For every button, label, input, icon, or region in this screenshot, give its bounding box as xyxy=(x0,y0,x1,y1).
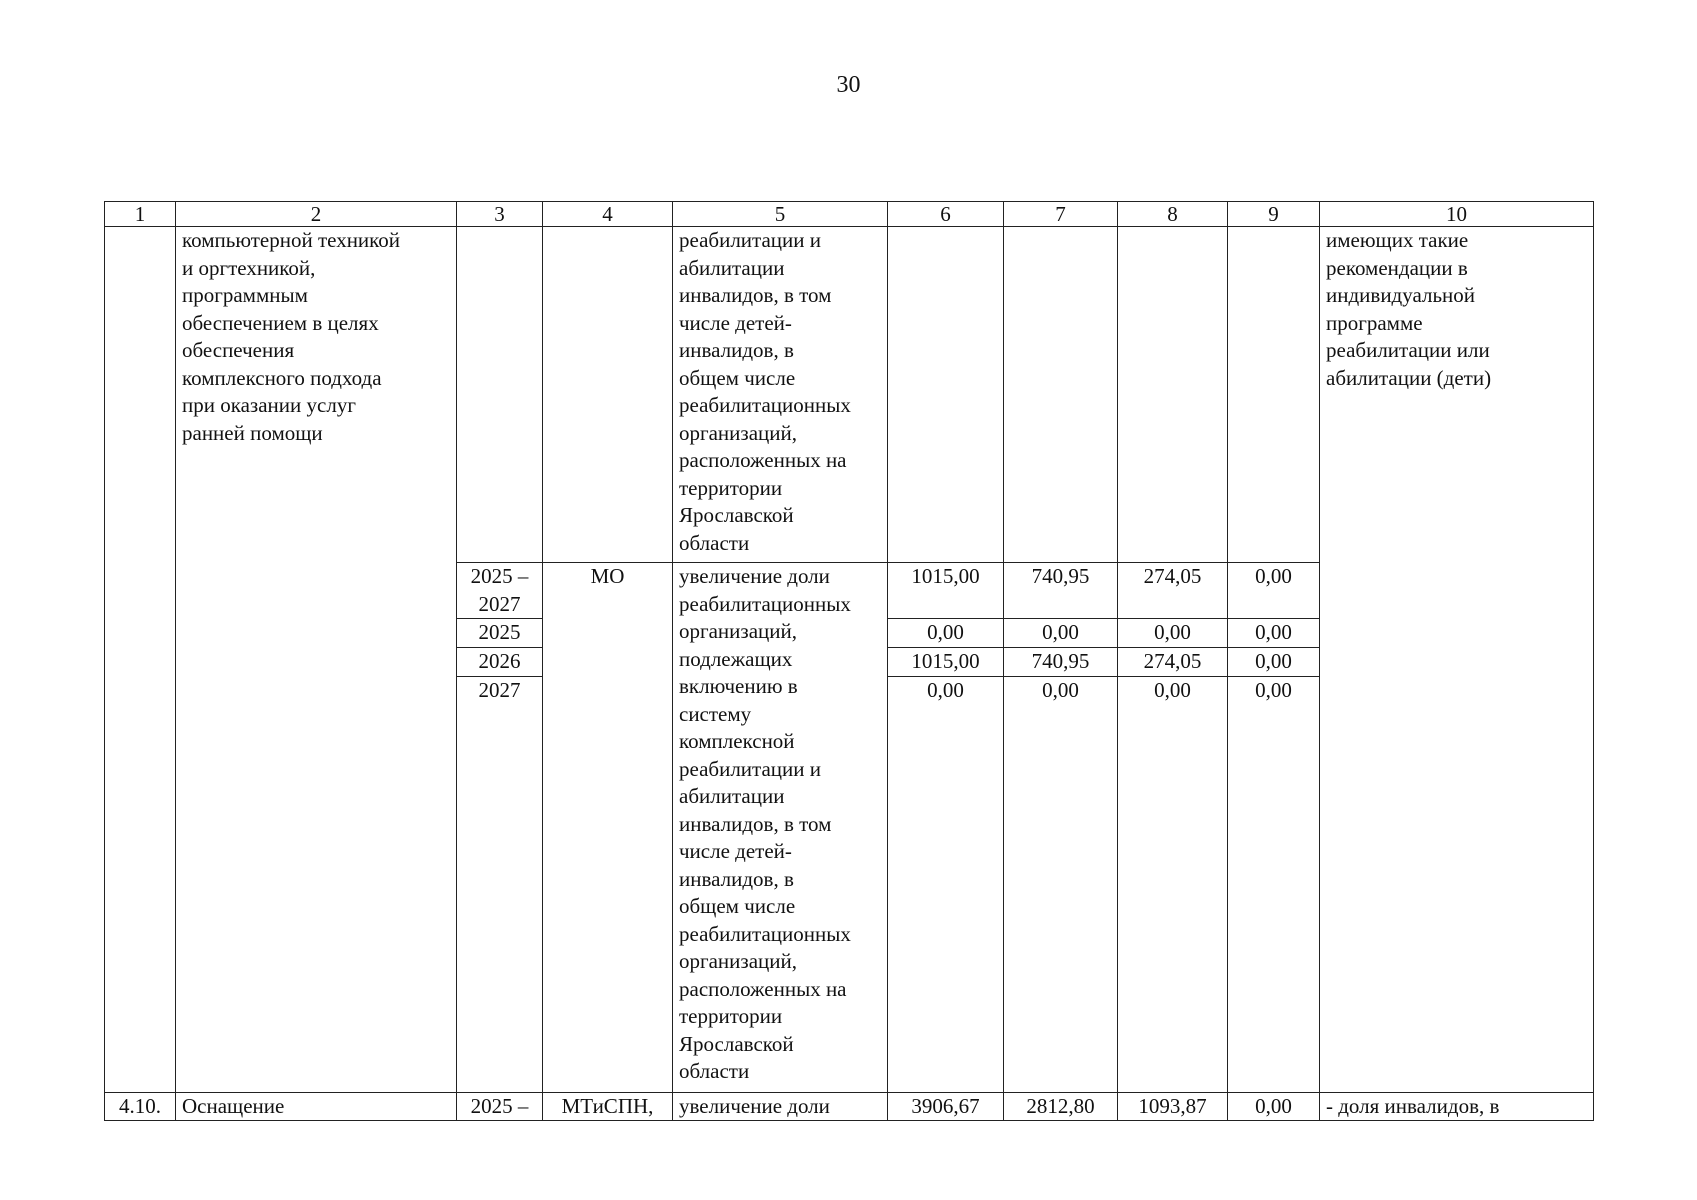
text-line: компьютерной техникой xyxy=(182,228,401,252)
indicator-cell: - доля инвалидов, в xyxy=(1320,1092,1594,1121)
text-line: 2027 xyxy=(478,591,521,616)
text-line: 2025 – xyxy=(470,564,529,588)
amount-cell xyxy=(1228,227,1320,563)
result-cell xyxy=(673,563,888,1093)
table-row xyxy=(105,227,1594,563)
amount-cell: 0,00 xyxy=(1228,619,1320,648)
page-number: 30 xyxy=(836,72,861,98)
amount-cell: 3906,67 xyxy=(888,1092,1004,1121)
text-line: числе детей- xyxy=(679,310,792,335)
indicator-cell xyxy=(1320,227,1594,1093)
text-line: реабилитации или xyxy=(1326,338,1490,362)
amount-cell: 0,00 xyxy=(1228,563,1320,619)
header-cell: 7 xyxy=(1004,202,1118,227)
text-line: расположенных на xyxy=(679,976,847,1001)
amount-cell: 0,00 xyxy=(1228,676,1320,1092)
table-row xyxy=(105,1092,1594,1121)
amount-cell: 0,00 xyxy=(1118,676,1228,1092)
text-line: расположенных на xyxy=(679,448,847,472)
amount-cell: 0,00 xyxy=(888,619,1004,648)
header-cell: 8 xyxy=(1118,202,1228,227)
text-line: реабилитационных xyxy=(679,921,851,946)
amount-cell: 274,05 xyxy=(1118,647,1228,676)
text-line: реабилитационных xyxy=(679,591,851,616)
result-cell xyxy=(673,227,888,563)
result-cell: увеличение доли xyxy=(673,1092,888,1121)
text-line: имеющих такие xyxy=(1326,228,1469,252)
measure-name-cell xyxy=(176,227,457,1093)
text-line: индивидуальной xyxy=(1326,283,1475,307)
measures-table xyxy=(104,201,1594,1121)
text-line: при оказании услуг xyxy=(182,393,356,417)
text-line: реабилитации и xyxy=(679,756,821,781)
measure-name-cell: Оснащение xyxy=(176,1092,457,1121)
amount-cell: 1015,00 xyxy=(888,647,1004,676)
amount-cell: 0,00 xyxy=(1004,619,1118,648)
year-cell xyxy=(457,563,543,619)
text-line: инвалидов, в xyxy=(679,338,794,362)
text-line: комплексной xyxy=(679,729,795,753)
year-cell: 2025 xyxy=(457,619,543,648)
text-line: инвалидов, в xyxy=(679,866,794,891)
amount-cell: 1093,87 xyxy=(1118,1092,1228,1121)
year-cell: 2026 xyxy=(457,647,543,676)
text-line: организаций, xyxy=(679,420,797,445)
text-line: Ярославской xyxy=(679,1031,794,1056)
text-line: общем числе xyxy=(679,365,796,390)
text-line: организаций, xyxy=(679,949,797,973)
text-line: программе xyxy=(1326,310,1423,335)
text-line: комплексного подхода xyxy=(182,365,382,390)
text-line: числе детей- xyxy=(679,839,792,863)
text-line: увеличение доли xyxy=(679,564,830,588)
header-cell: 4 xyxy=(543,202,673,227)
text-line: включению в xyxy=(679,674,798,698)
header-cell: 6 xyxy=(888,202,1004,227)
executor-cell: МТиСПН, xyxy=(543,1092,673,1121)
header-cell: 2 xyxy=(176,202,457,227)
amount-cell: 1015,00 xyxy=(888,563,1004,619)
text-line: области xyxy=(679,1059,750,1083)
amount-cell xyxy=(888,227,1004,563)
header-cell: 1 xyxy=(105,202,176,227)
text-line: подлежащих xyxy=(679,646,793,671)
text-line: инвалидов, в том xyxy=(679,811,832,836)
amount-cell: 0,00 xyxy=(888,676,1004,1092)
text-line: территории xyxy=(679,1004,783,1028)
header-cell: 10 xyxy=(1320,202,1594,227)
text-line: реабилитационных xyxy=(679,393,851,417)
text-line: Ярославской xyxy=(679,503,794,527)
amount-cell xyxy=(1004,227,1118,563)
text-line: абилитации (дети) xyxy=(1326,365,1492,390)
executor-cell: МО xyxy=(543,563,673,1093)
header-cell: 9 xyxy=(1228,202,1320,227)
text-line: обеспечения xyxy=(182,338,295,362)
text-line: организаций, xyxy=(679,619,797,643)
text-line: программным xyxy=(182,283,308,307)
item-number-cell xyxy=(105,227,176,1093)
item-number-cell: 4.10. xyxy=(105,1092,176,1121)
amount-cell: 274,05 xyxy=(1118,563,1228,619)
text-line: реабилитации и xyxy=(679,228,821,252)
year-cell: 2025 – xyxy=(457,1092,543,1121)
amount-cell: 0,00 xyxy=(1118,619,1228,648)
text-line: обеспечением в целях xyxy=(182,310,379,335)
amount-cell: 0,00 xyxy=(1004,676,1118,1092)
text-line: общем числе xyxy=(679,894,796,918)
executor-cell xyxy=(543,227,673,563)
amount-cell: 0,00 xyxy=(1228,1092,1320,1121)
amount-cell: 0,00 xyxy=(1228,647,1320,676)
year-cell xyxy=(457,227,543,563)
header-row xyxy=(105,202,1594,227)
text-line: рекомендации в xyxy=(1326,255,1468,280)
text-line: и оргтехникой, xyxy=(182,255,316,280)
text-line: территории xyxy=(679,475,783,500)
text-line: инвалидов, в том xyxy=(679,283,832,307)
amount-cell: 740,95 xyxy=(1004,647,1118,676)
header-cell: 5 xyxy=(673,202,888,227)
text-line: ранней помощи xyxy=(182,420,323,445)
header-cell: 3 xyxy=(457,202,543,227)
text-line: систему xyxy=(679,701,752,726)
year-cell: 2027 xyxy=(457,676,543,1092)
text-line: области xyxy=(679,530,750,555)
text-line: абилитации xyxy=(679,255,785,280)
amount-cell: 740,95 xyxy=(1004,563,1118,619)
amount-cell: 2812,80 xyxy=(1004,1092,1118,1121)
amount-cell xyxy=(1118,227,1228,563)
text-line: абилитации xyxy=(679,784,785,808)
